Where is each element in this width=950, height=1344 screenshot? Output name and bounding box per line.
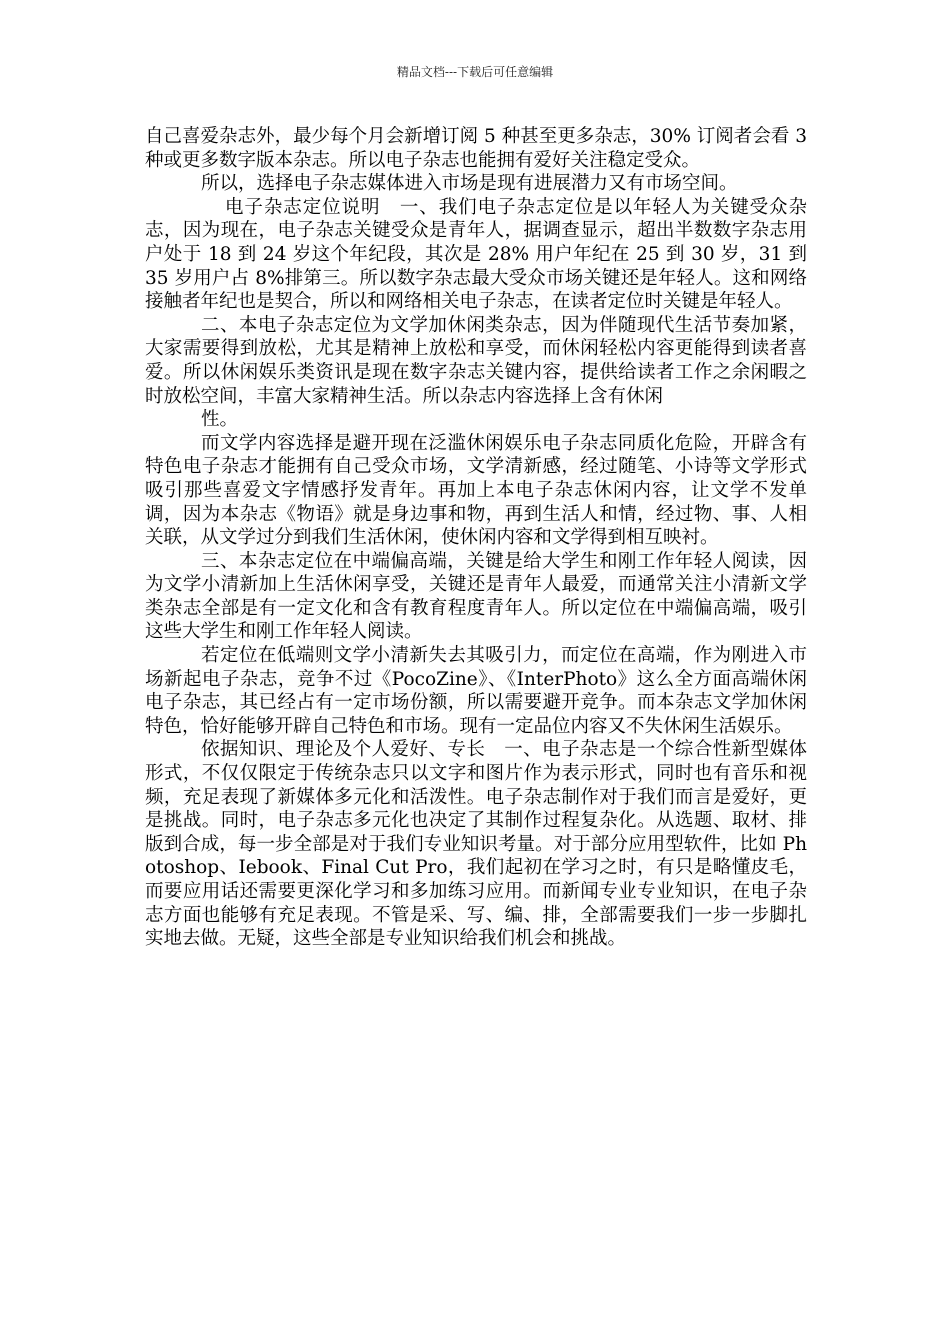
paragraph-continuation: 自己喜爱杂志外，最少每个月会新增订阅 5 种甚至更多杂志，30% 订阅者会看 3 种或更多数字版本杂志。所以电子杂志也能拥有爱好关注稳定受众。 — [145, 126, 807, 171]
paragraph-literature-content: 而文学内容选择是避开现在泛滥休闲娱乐电子杂志同质化危险，开辟含有特色电子杂志才能拥有自己受众市场，文学清新感，经过随笔、小诗等文学形式吸引那些喜爱文字情感抒发青年。再加上本电子杂志休闲内容，让文学不发单调，因为本杂志《物语》就是身边事和物，再到生活人和情，经过物、事、人相关联，从文学过分到我们生活休闲，使休闲内容和文学得到相互映衬。 — [145, 432, 807, 549]
paragraph-market-choice: 所以，选择电子杂志媒体进入市场是现有进展潜力又有市场空间。 — [201, 173, 738, 195]
paragraph-positioning-one: 电子杂志定位说明 一、我们电子杂志定位是以年轻人为关键受众杂志，因为现在，电子杂志关键受众是青年人，据调查显示，超出半数数字杂志用户处于 18 到 24 岁这个年纪段，其次是 28% 用户年纪在 25 到 30 岁，31 到 35 岁用户占 8%排第三。所以数字杂志最大受众市场关键还是年轻人。这和网络接触者年纪也是契合，所以和网络相关电子杂志，在读者定位时关键是年轻人。 — [145, 196, 807, 313]
paragraph-positioning-two: 二、本电子杂志定位为文学加休闲类杂志，因为伴随现代生活节奏加紧，大家需要得到放松，尤其是精神上放松和享受，而休闲轻松内容更能得到读者喜爱。所以休闲娱乐类资讯是现在数字杂志关键内容，提供给读者工作之余闲暇之时放松空间，丰富大家精神生活。所以杂志内容选择上含有休闲 — [145, 314, 807, 407]
paragraph-positioning-three: 三、本杂志定位在中端偏高端，关键是给大学生和刚工作年轻人阅读，因为文学小清新加上生活休闲享受，关键还是青年人最爱，而通常关注小清新文学类杂志全部是有一定文化和含有教育程度青年人。所以定位在中端偏高端，吸引这些大学生和刚工作年轻人阅读。 — [145, 550, 807, 643]
document-body — [145, 125, 807, 951]
paragraph-knowledge-skills: 依据知识、理论及个人爱好、专长 一、电子杂志是一个综合性新型媒体形式，不仅仅限定于传统杂志只以文字和图片作为表示形式，同时也有音乐和视频，充足表现了新媒体多元化和活泼性。电子杂志制作对于我们而言是爱好，更是挑战。同时，电子杂志多元化也决定了其制作过程复杂化。从选题、取材、排版到合成，每一步全部是对于我们专业知识考量。对于部分应用型软件，比如 Photoshop、Iebook、Final Cut Pro，我们起初在学习之时，有只是略懂皮毛，而要应用话还需要更深化学习和多加练习应用。而新闻专业专业知识，在电子杂志方面也能够有充足表现。不管是采、写、编、排，全部需要我们一步一步脚扎实地去做。无疑，这些全部是专业知识给我们机会和挑战。 — [145, 739, 807, 950]
paragraph-low-high-end: 若定位在低端则文学小清新失去其吸引力，而定位在高端，作为刚进入市场新起电子杂志，竞争不过《PocoZine》、《InterPhoto》这么全方面高端休闲电子杂志，其已经占有一定市场份额，所以需要避开竞争。而本杂志文学加休闲特色，恰好能够开辟自己特色和市场。现有一定品位内容又不失休闲生活娱乐。 — [145, 645, 807, 737]
page-header: 精品文档---下载后可任意编辑 — [396, 65, 554, 79]
paragraph-fragment: 性。 — [201, 409, 239, 431]
